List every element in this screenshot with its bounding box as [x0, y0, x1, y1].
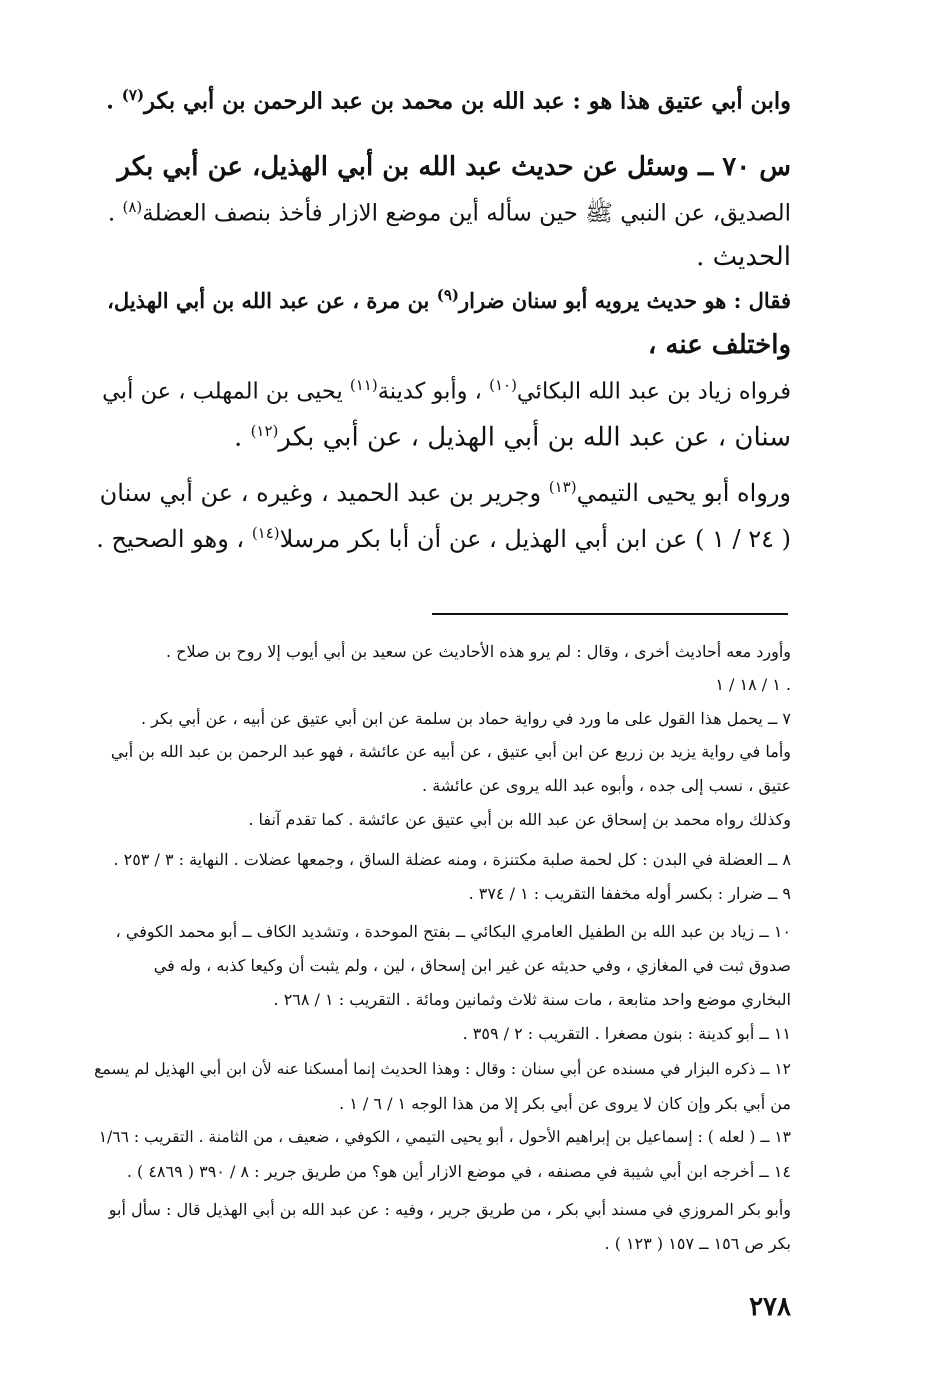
n2-line2-a: ( ٢٤ / ١ ) عن ابن أبي الهذيل ، عن أن أبا بكر مرسلا — [279, 525, 791, 553]
n1-line1-a: فرواه زياد بن عبد الله البكائي — [516, 378, 791, 405]
footnote-9: ٩ ــ ضرار : بكسر أوله مخففا التقريب : ١ / ٣٧٤ . — [468, 884, 791, 903]
narration-1-line-1 — [95, 376, 791, 405]
footnote-ref-7: (٧) — [121, 86, 145, 104]
q70-line2: الصديق، عن النبي ﷺ حين سأله أين موضع الازار فأخذ بنصف العضلة — [142, 200, 791, 227]
footnote-line: من أبي بكر وإن كان لا يروى عن أبي بكر إلا من هذا الوجه ١ / ٦ / ١ . — [339, 1094, 791, 1113]
answer-line-1 — [95, 286, 791, 313]
n2-line2-b: ، وهو الصحيح . — [96, 525, 252, 553]
footnote-11: ١١ ــ أبو كدينة : بنون مصغرا . التقريب : ٢ / ٣٥٩ . — [462, 1024, 791, 1043]
footnote-14: ١٤ ــ أخرجه ابن أبي شيبة في مصنفه ، في موضع الازار أين هو؟ من طريق جرير : ٨ / ٣٩٠ ( ٤٨٦٩ ) . — [126, 1162, 791, 1181]
paragraph-1 — [95, 86, 791, 115]
question-70-line-1 — [95, 152, 791, 182]
footnote-line: صدوق ثبت في المغازي ، وفي حديثه عن غير ابن إسحاق ، لين ، ولم يثبت أن وكيعا كذبه ، وله في — [153, 956, 791, 975]
footnote-10: ١٠ ــ زياد بن عبد الله بن الطفيل العامري البكائي ــ بفتح الموحدة ، وتشديد الكاف ــ أبو محمد الكوفي ، — [115, 922, 791, 941]
footnote-line: وكذلك رواه محمد بن إسحاق عن عبد الله بن أبي عتيق عن عائشة . كما تقدم آنفا . — [248, 810, 791, 829]
answer-line2: واختلف عنه ، — [647, 330, 791, 360]
page-number: ٢٧٨ — [749, 1292, 791, 1322]
footnote-ref-10: (١٠) — [489, 376, 517, 394]
n2-line1-a: ورواه أبو يحيى التيمي — [576, 479, 791, 507]
footnote-12: ١٢ ــ ذكره البزار في مسنده عن أبي سنان : وقال : وهذا الحديث إنما أمسكنا عنه لأن ابن أبي الهذيل لم يسمع — [94, 1060, 791, 1078]
n1-line1-b: ، وأبو كدينة — [377, 378, 490, 405]
footnote-line: وأما في رواية يزيد بن زريع عن ابن أبي عتيق ، عن أبيه عن عائشة ، فهو عبد الرحمن بن عبد الله بن أبي — [110, 742, 791, 761]
answer-line1-b: بن مرة ، عن عبد الله بن أبي الهذيل، — [107, 288, 437, 313]
footnote-7: ٧ ــ يحمل هذا القول على ما ورد في رواية حماد بن سلمة عن ابن أبي عتيق عن أبيه ، عن أبي بكر . — [140, 709, 791, 728]
answer-line1-a: فقال : هو حديث يرويه أبو سنان ضرار — [459, 288, 791, 313]
p1-text: وابن أبي عتيق هذا هو : عبد الله بن محمد بن عبد الرحمن بن أبي بكر — [144, 88, 791, 115]
n1-line2-a: سنان ، عن عبد الله بن أبي الهذيل ، عن أبي بكر — [278, 422, 791, 453]
q70-line3: الحديث . — [696, 242, 791, 272]
n1-line2-end: . — [234, 422, 251, 453]
n1-line1-c: يحيى بن المهلب ، عن أبي — [102, 378, 350, 405]
footnote-ref-14: (١٤) — [251, 524, 280, 542]
footnote-line: وأبو بكر المروزي في مسند أبي بكر ، من طريق جرير ، وفيه : عن عبد الله بن أبي الهذيل قال : سأل أبو — [108, 1200, 791, 1219]
footnote-line: وأورد معه أحاديث أخرى ، وقال : لم يرو هذه الأحاديث عن سعيد بن أبي أيوب إلا روح بن صلاح . — [165, 642, 791, 661]
footnote-ref-8: (٨) — [122, 198, 143, 216]
footnote-13: ١٣ ــ ( لعله ) : إسماعيل بن إبراهيم الأحول ، أبو يحيى التيمي ، الكوفي ، ضعيف ، من الثامنة . التقريب : ١/٦٦ — [98, 1128, 791, 1146]
footnote-ref-12: (١٢) — [250, 422, 279, 440]
footnote-line: عتيق ، نسب إلى جده ، وأبوه عبد الله يروى عن عائشة . — [422, 776, 791, 795]
q70-line1: س ٧٠ ــ وسئل عن حديث عبد الله بن أبي الهذيل، عن أبي بكر — [117, 152, 791, 182]
narration-1-line-2 — [95, 422, 791, 453]
narration-2-line-1 — [95, 478, 791, 507]
footnote-ref-9: (٩) — [436, 286, 459, 304]
p1-end: . — [106, 88, 122, 115]
footnote-8: ٨ ــ العضلة في البدن : كل لحمة صلبة مكتنزة ، ومنه عضلة الساق ، وجمعها عضلات . النهاية : ٣ / ٢٥٣ . — [113, 850, 791, 869]
question-70-line-2 — [95, 198, 791, 233]
footnote-line: ١ / ١٨ / ١ . — [715, 675, 791, 694]
footnote-line: البخاري موضع واحد متابعة ، مات سنة ثلاث وثمانين ومائة . التقريب : ١ / ٢٦٨ . — [273, 990, 791, 1009]
footnote-ref-11: (١١) — [349, 376, 378, 394]
question-70-line-3 — [95, 242, 791, 272]
footnote-line: بكر ص ١٥٦ ــ ١٥٧ ( ١٢٣ ) . — [604, 1234, 791, 1253]
answer-line-2 — [95, 330, 791, 360]
n2-line1-b: وجرير بن عبد الحميد ، وغيره ، عن أبي سنان — [99, 479, 549, 507]
footnote-separator — [432, 613, 788, 615]
footnote-ref-13: (١٣) — [548, 478, 577, 496]
q70-line2-end: . — [107, 200, 123, 227]
narration-2-line-2 — [95, 524, 791, 553]
